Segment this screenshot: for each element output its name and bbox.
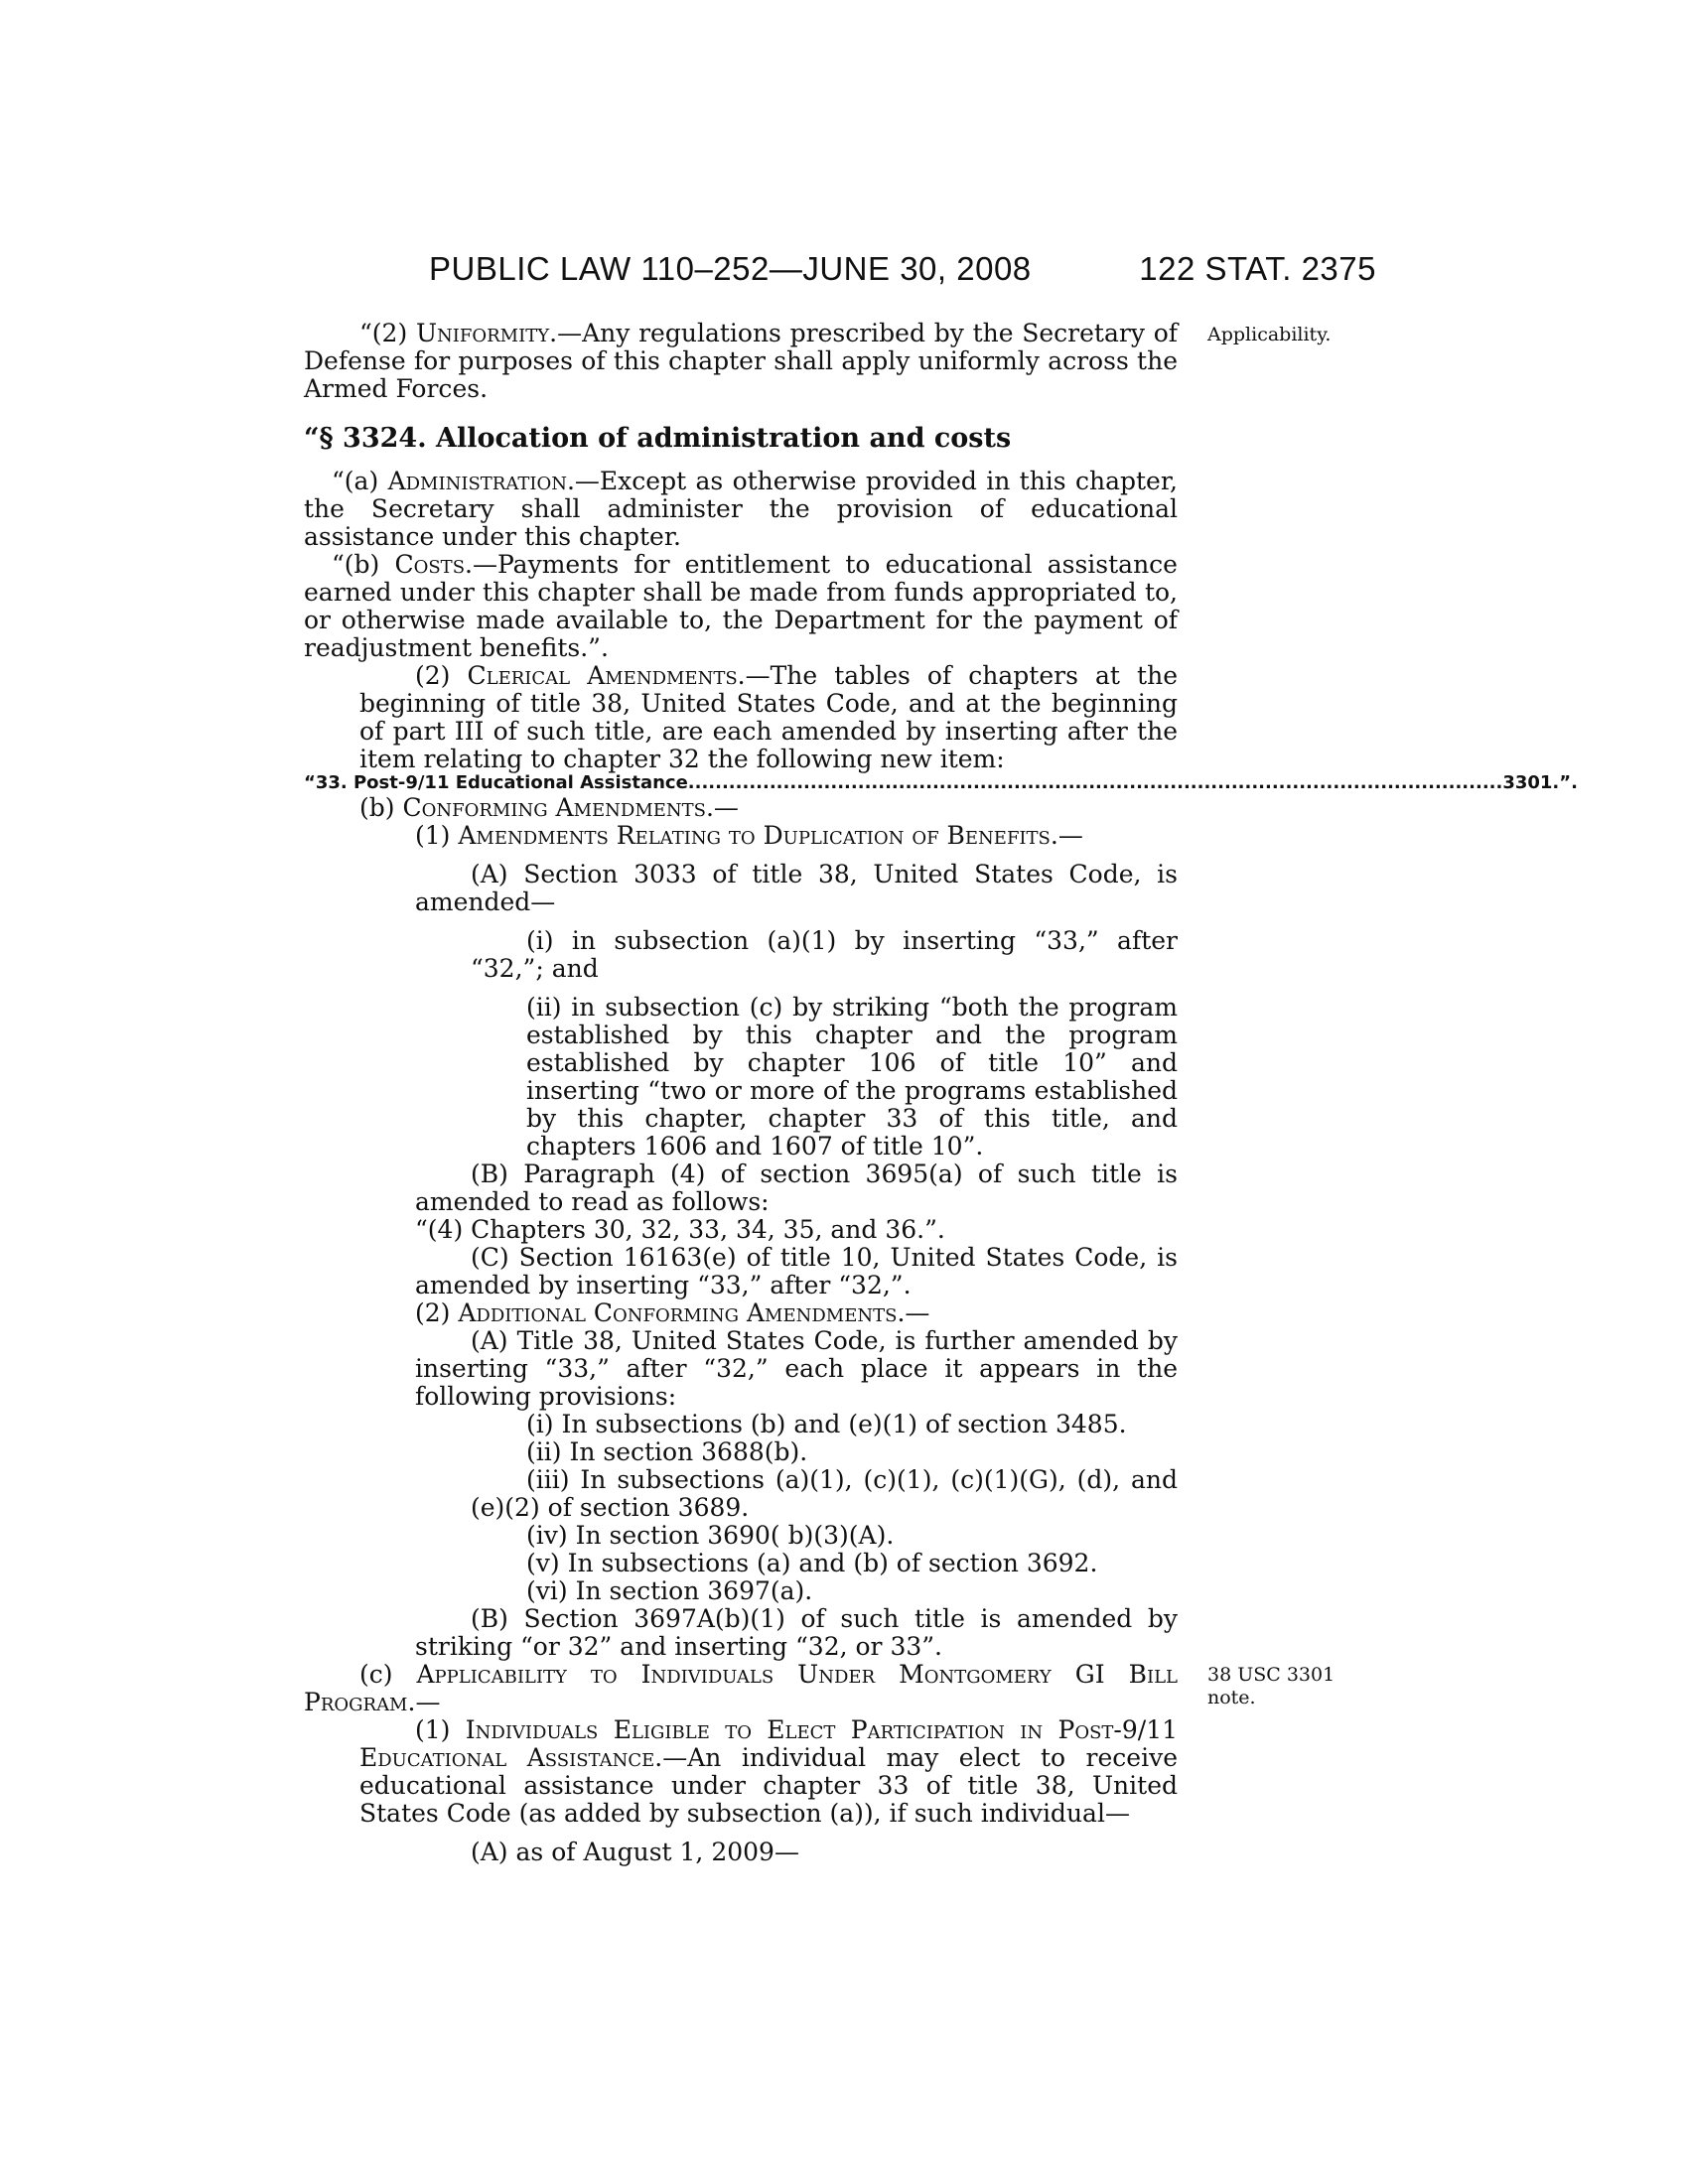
para-B2: (B) Section 3697A(b)(1) of such title is amended by striking “or 32” and inserting “32, or 33”. xyxy=(415,1604,1178,1661)
para-uniformity xyxy=(304,320,1178,403)
para-eligible xyxy=(359,1716,1178,1828)
para-A1: (A) Section 3033 of title 38, United States Code, is amended— xyxy=(415,860,1178,916)
para-lead: “(2) xyxy=(359,319,416,347)
para-caption: Costs xyxy=(394,550,466,579)
para-duplication xyxy=(359,822,1178,850)
section-heading: “§ 3324. Allocation of administration and costs xyxy=(304,423,1012,454)
para-A3: (A) as of August 1, 2009— xyxy=(471,1838,799,1866)
para-B1: (B) Paragraph (4) of section 3695(a) of such title is amended to read as follows: xyxy=(415,1160,1178,1216)
para-text: .— xyxy=(1050,821,1083,850)
page-header-left: PUBLIC LAW 110–252—JUNE 30, 2008 xyxy=(429,250,1032,287)
para-lead: (1) xyxy=(415,1715,466,1744)
para-text: .— xyxy=(407,1688,441,1716)
para-caption: Administration xyxy=(387,467,567,495)
para-C1: (C) Section 16163(e) of title 10, United States Code, is amended by inserting “33,” after “32,”. xyxy=(415,1243,1178,1299)
para-caption: Amendments Relating to Duplication of Benefits xyxy=(458,821,1051,850)
para-lead: (1) xyxy=(415,821,459,850)
para-iv2: (iv) In section 3690( b)(3)(A). xyxy=(526,1521,895,1550)
para-text: .—An individual may elect to receive educational assistance under chapter 33 of title 38, United States Code (as added by subsection (a)), if such individual— xyxy=(359,1743,1179,1828)
para-text: .—The tables of chapters at the beginning of title 38, United States Code, and at the beginning of part III of such title, are each amended by inserting after the item relating to chapter 32 the following new item: xyxy=(359,661,1178,773)
para-ii2: (ii) In section 3688(b). xyxy=(526,1437,808,1466)
para-lead: (2) xyxy=(415,1298,459,1327)
para-iii2: (iii) In subsections (a)(1), (c)(1), (c)(1)(G), (d), and (e)(2) of section 3689. xyxy=(471,1465,1178,1522)
margin-note-usc: 38 USC 3301 xyxy=(1207,1664,1336,1686)
toc-label: “33. Post-9/11 Educational Assistance xyxy=(304,772,688,793)
para-caption: Uniformity xyxy=(415,319,550,347)
para-caption: Conforming Amendments xyxy=(402,793,706,822)
para-applicability xyxy=(304,1661,1178,1716)
margin-note-applicability: Applicability. xyxy=(1207,324,1332,345)
para-costs xyxy=(304,551,1178,662)
para-administration xyxy=(304,468,1178,551)
para-caption: Clerical Amendments xyxy=(467,661,738,690)
toc-page: 3301.”. xyxy=(1502,772,1578,793)
para-text: .—Payments for entitlement to educational assistance earned under this chapter shall be made from funds appropriated to, or otherwise made available to, the Department for the payment of readjustment benefits.”. xyxy=(304,550,1178,662)
para-text: .—Any regulations prescribed by the Secretary of Defense for purposes of this chapter shall apply uniformly across the Armed Forces. xyxy=(304,319,1179,403)
para-caption: Additional Conforming Amendments xyxy=(458,1298,898,1327)
para-quote4: “(4) Chapters 30, 32, 33, 34, 35, and 36.”. xyxy=(415,1215,945,1244)
para-lead: (2) xyxy=(415,661,468,690)
para-text: .—Except as otherwise provided in this chapter, the Secretary shall administer the provision of educational assistance under this chapter. xyxy=(304,467,1178,551)
toc-leader: ........................................................................................................................ xyxy=(687,772,1503,793)
para-lead: (b) xyxy=(359,793,403,822)
para-vi2: (vi) In section 3697(a). xyxy=(526,1576,813,1605)
toc-item xyxy=(304,772,1578,793)
para-caption: Applicability to Individuals Under Montgomery GI Bill Program xyxy=(304,1660,1178,1716)
para-i1: (i) in subsection (a)(1) by inserting “33,” after “32,”; and xyxy=(471,926,1178,983)
para-text: .— xyxy=(897,1298,930,1327)
para-ii1: (ii) in subsection (c) by striking “both the program established by this chapter and the program established by chapter 106 of title 10” and inserting “two or more of the programs established by this chapter, chapter 33 of this title, and chapters 1606 and 1607 of title 10”. xyxy=(526,993,1178,1160)
para-lead: “(b) xyxy=(332,550,395,579)
para-conforming xyxy=(304,794,1178,822)
page-header-right: 122 STAT. 2375 xyxy=(1139,250,1376,287)
para-text: .— xyxy=(705,793,739,822)
para-i2: (i) In subsections (b) and (e)(1) of section 3485. xyxy=(526,1410,1127,1438)
para-A2: (A) Title 38, United States Code, is further amended by inserting “33,” after “32,” each place it appears in the following provisions: xyxy=(415,1326,1178,1411)
para-v2: (v) In subsections (a) and (b) of section 3692. xyxy=(526,1549,1098,1577)
para-lead: “(a) xyxy=(332,467,388,495)
para-caption: Individuals Eligible to Elect Participation in Post-9/11 Educational Assistance xyxy=(359,1715,1178,1772)
margin-note-note: note. xyxy=(1207,1687,1256,1708)
para-additional xyxy=(359,1299,1178,1327)
para-lead: (c) xyxy=(359,1660,417,1689)
para-clerical xyxy=(359,662,1178,773)
